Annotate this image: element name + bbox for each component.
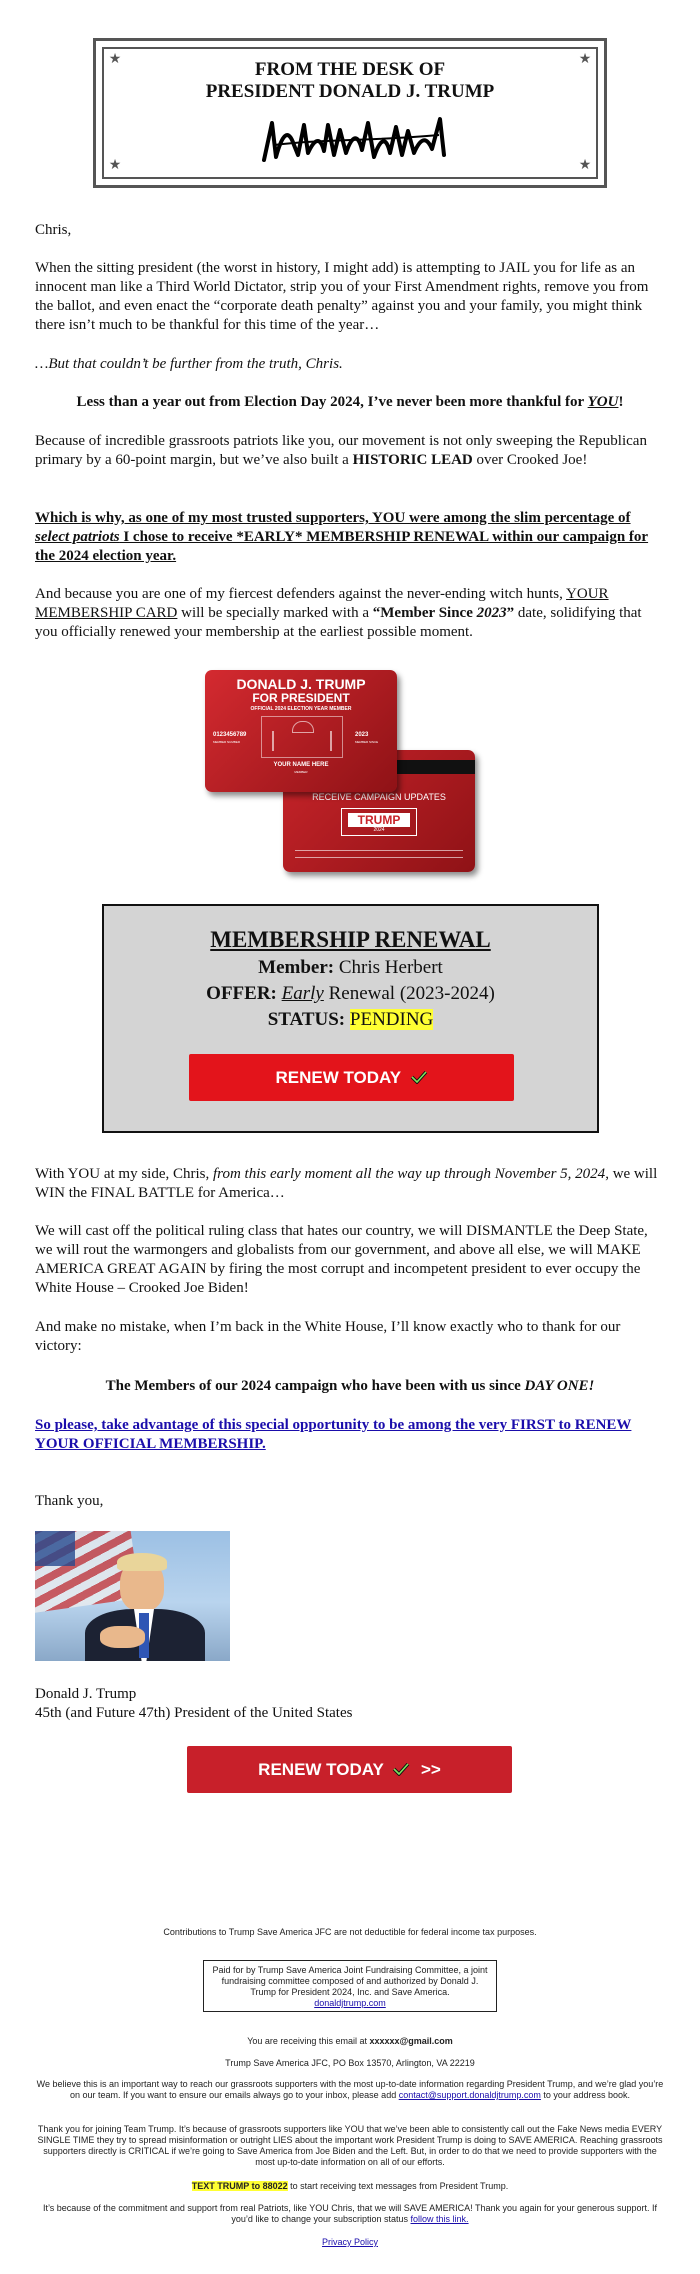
- greeting: Chris,: [35, 222, 72, 238]
- renew-membership-link[interactable]: So please, take advantage of this special opportunity to be among the very FIRST to RENEW YOUR OFFICIAL MEMBERSHIP.: [35, 1417, 632, 1452]
- paragraph-intro: When the sitting president (the worst in history, I might add) is attempting to JAIL you for life as an innocent man like a Third World Dictator, strip you of your First Amendment rights, remove you from the ballot, and even enact the “corporate death penalty” against you and your family, you might think there isn’t much to be thankful for this time of the year…: [35, 260, 649, 333]
- star-icon: ★: [108, 52, 122, 67]
- card-front: [205, 670, 397, 792]
- renew-today-button[interactable]: RENEW TODAY: [189, 1054, 514, 1101]
- renewal-offer: OFFER: Early Renewal (2023-2024): [206, 983, 495, 1004]
- renewal-title: MEMBERSHIP RENEWAL: [210, 927, 491, 952]
- footer-commitment: It’s because of the commitment and support from real Patriots, like YOU Chris, that we will SAVE AMERICA! Thank you again for your generous support. If you’d like to change your subscription status follow this link.: [42, 2203, 658, 2224]
- footer-website-link[interactable]: donaldjtrump.com: [314, 1998, 386, 2008]
- footer-email: xxxxxx@gmail.com: [369, 2036, 453, 2046]
- card-front-title1: DONALD J. TRUMP: [236, 676, 366, 692]
- trump-photo: [35, 1531, 230, 1661]
- footer-contact-link[interactable]: contact@support.donaldjtrump.com: [398, 2090, 541, 2100]
- footer-tax-note: Contributions to Trump Save America JFC are not deductible for federal income tax purposes.: [163, 1927, 537, 1937]
- membership-renewal-box: [102, 904, 599, 1133]
- thankful-suffix: !: [618, 394, 624, 410]
- card-front-subtitle: OFFICIAL 2024 ELECTION YEAR MEMBER: [250, 706, 352, 712]
- selected-text-end: I chose to receive *EARLY* MEMBERSHIP RENEWAL within our campaign for the 2024 election year.: [35, 529, 649, 564]
- footer-privacy: [35, 2237, 665, 2248]
- paragraph-further: …But that couldn’t be further from the truth, Chris.: [35, 356, 343, 372]
- grassroots-text: Because of incredible grassroots patriots like you, our movement is not only sweeping the Republican primary by a 60-point margin, but we’ve also built a: [35, 433, 647, 468]
- text-trump-highlight: TEXT TRUMP to 88022: [191, 2181, 288, 2191]
- card-front-year-label: MEMBER SINCE: [355, 740, 379, 744]
- card-back-text2: RECEIVE CAMPAIGN UPDATES: [312, 792, 446, 802]
- footer-receiving: You are receiving this email at xxxxxx@gmail.com: [247, 2036, 453, 2046]
- card-front-title2: FOR PRESIDENT: [252, 691, 350, 705]
- card-front-year: 2023: [355, 732, 369, 738]
- header-line-2: PRESIDENT DONALD J. TRUMP: [205, 81, 495, 102]
- thank-you: Thank you,: [35, 1493, 104, 1509]
- paragraph-thankful: [35, 393, 665, 412]
- signoff-name: Donald J. Trump: [35, 1686, 137, 1702]
- footer-text-trump: TEXT TRUMP to 88022 to start receiving text messages from President Trump.: [191, 2181, 509, 2191]
- checkmark-icon: [410, 1070, 428, 1084]
- win-italic: from this early moment all the way up through November 5, 2024: [213, 1166, 606, 1182]
- card-text: And because you are one of my fiercest defenders against the never-ending witch hunts,: [35, 586, 567, 602]
- membership-card-link[interactable]: YOUR MEMBERSHIP CARD: [35, 586, 609, 621]
- membership-cards-image: [205, 670, 495, 845]
- white-house-icon: [261, 716, 343, 758]
- checkmark-icon: [392, 1762, 410, 1776]
- footer-paid-for: Paid for by Trump Save America Joint Fundraising Committee, a joint fundraising committee composed of and authorized by Donald J. Trump for President 2024, Inc. and Save America.: [212, 1965, 488, 1997]
- paragraph-victory: And make no mistake, when I’m back in the White House, I’ll know exactly who to thank for our victory:: [35, 1319, 621, 1354]
- card-back-fineprint: [295, 850, 463, 858]
- signoff-title: 45th (and Future 47th) President of the United States: [35, 1705, 353, 1721]
- card-front-name: YOUR NAME HERE: [273, 762, 329, 768]
- renewal-member: Member: Chris Herbert: [258, 957, 443, 978]
- header-inner-border: [102, 47, 598, 179]
- select-patriots: select patriots: [35, 529, 120, 545]
- star-icon: ★: [108, 158, 122, 173]
- thankful-text: Less than a year out from Election Day 2024, I’ve never been more thankful for: [76, 394, 588, 410]
- status-badge: PENDING: [349, 1009, 434, 1030]
- paragraph-cta: [35, 1416, 665, 1454]
- arrows-icon: >>: [420, 1759, 441, 1779]
- star-icon: ★: [578, 52, 592, 67]
- grassroots-text-end: over Crooked Joe!: [472, 452, 588, 468]
- win-text: With YOU at my side, Chris,: [35, 1166, 213, 1182]
- header-line-1: FROM THE DESK OF: [254, 59, 446, 80]
- footer-paid-for-box: [203, 1960, 497, 2012]
- renew-today-button-bottom[interactable]: RENEW TODAY >>: [187, 1746, 512, 1793]
- signature-image: [254, 105, 454, 175]
- paragraph-grassroots: [35, 432, 665, 470]
- day-one-italic: DAY ONE!: [524, 1378, 595, 1394]
- renewal-status: STATUS: PENDING: [267, 1009, 434, 1030]
- paragraph-agenda: We will cast off the political ruling class that hates our country, we will DISMANTLE the Deep State, we will rout the warmongers and globalists from our government, and above all else, we will MAKE AMERICA GREAT AGAIN by firing the most corrupt and incompetent president to ever occupy the White House – Crooked Joe Biden!: [35, 1223, 648, 1296]
- footer-address: Trump Save America JFC, PO Box 13570, Arlington, VA 22219: [225, 2058, 475, 2068]
- day-one-text: The Members of our 2024 campaign who have been with us since: [105, 1378, 525, 1394]
- footer-believe: We believe this is an important way to reach our grassroots supporters with the most up-to-date information regarding President Trump, and we’re glad you’re on our team. If you want to ensure our emails always go to your inbox, please add contact@support.donaldjtrump.com to your address book.: [36, 2079, 664, 2100]
- paragraph-day-one: [35, 1377, 665, 1396]
- header-letterhead: [93, 38, 607, 188]
- paragraph-win: [35, 1165, 665, 1203]
- card-text-mid: will be specially marked with a: [177, 605, 373, 621]
- paragraph-membership-card: [35, 585, 665, 642]
- win-text-end: , we will WIN the FINAL BATTLE for America…: [35, 1166, 658, 1201]
- paragraph-selected: [35, 509, 665, 566]
- star-icon: ★: [578, 158, 592, 173]
- privacy-policy-link[interactable]: Privacy Policy: [321, 2237, 378, 2247]
- footer-thanks: Thank you for joining Team Trump. It’s because of grassroots supporters like YOU that we’ve been able to consistently call out the Fake News media EVERY SINGLE TIME they try to spread misinformation or outright LIES about the important work President Trump is doing to SAVE AMERICA. Reaching grassroots supporters directly is CRITICAL if we’re going to Save America from Joe Biden and the Left. But, in order to do that we need to provide supporters with the most up-to-date information on all of our efforts.: [37, 2124, 663, 2167]
- card-back-logo: TRUMP 2024: [341, 808, 417, 836]
- card-front-name-label: MEMBER: [294, 770, 308, 774]
- card-front-number: 0123456789: [213, 732, 247, 738]
- thankful-emphasis: YOU: [587, 394, 619, 410]
- card-text-end: date, solidifying that you officially renewed your membership at the earliest possible moment.: [35, 605, 642, 640]
- member-since-bold: “Member Since 2023”: [372, 605, 515, 621]
- selected-text: Which is why, as one of my most trusted supporters, YOU were among the slim percentage of: [35, 510, 631, 526]
- subscription-link[interactable]: follow this link.: [410, 2214, 469, 2224]
- historic-lead: HISTORIC LEAD: [352, 452, 473, 468]
- card-front-number-label: MEMBER NUMBER: [213, 740, 241, 744]
